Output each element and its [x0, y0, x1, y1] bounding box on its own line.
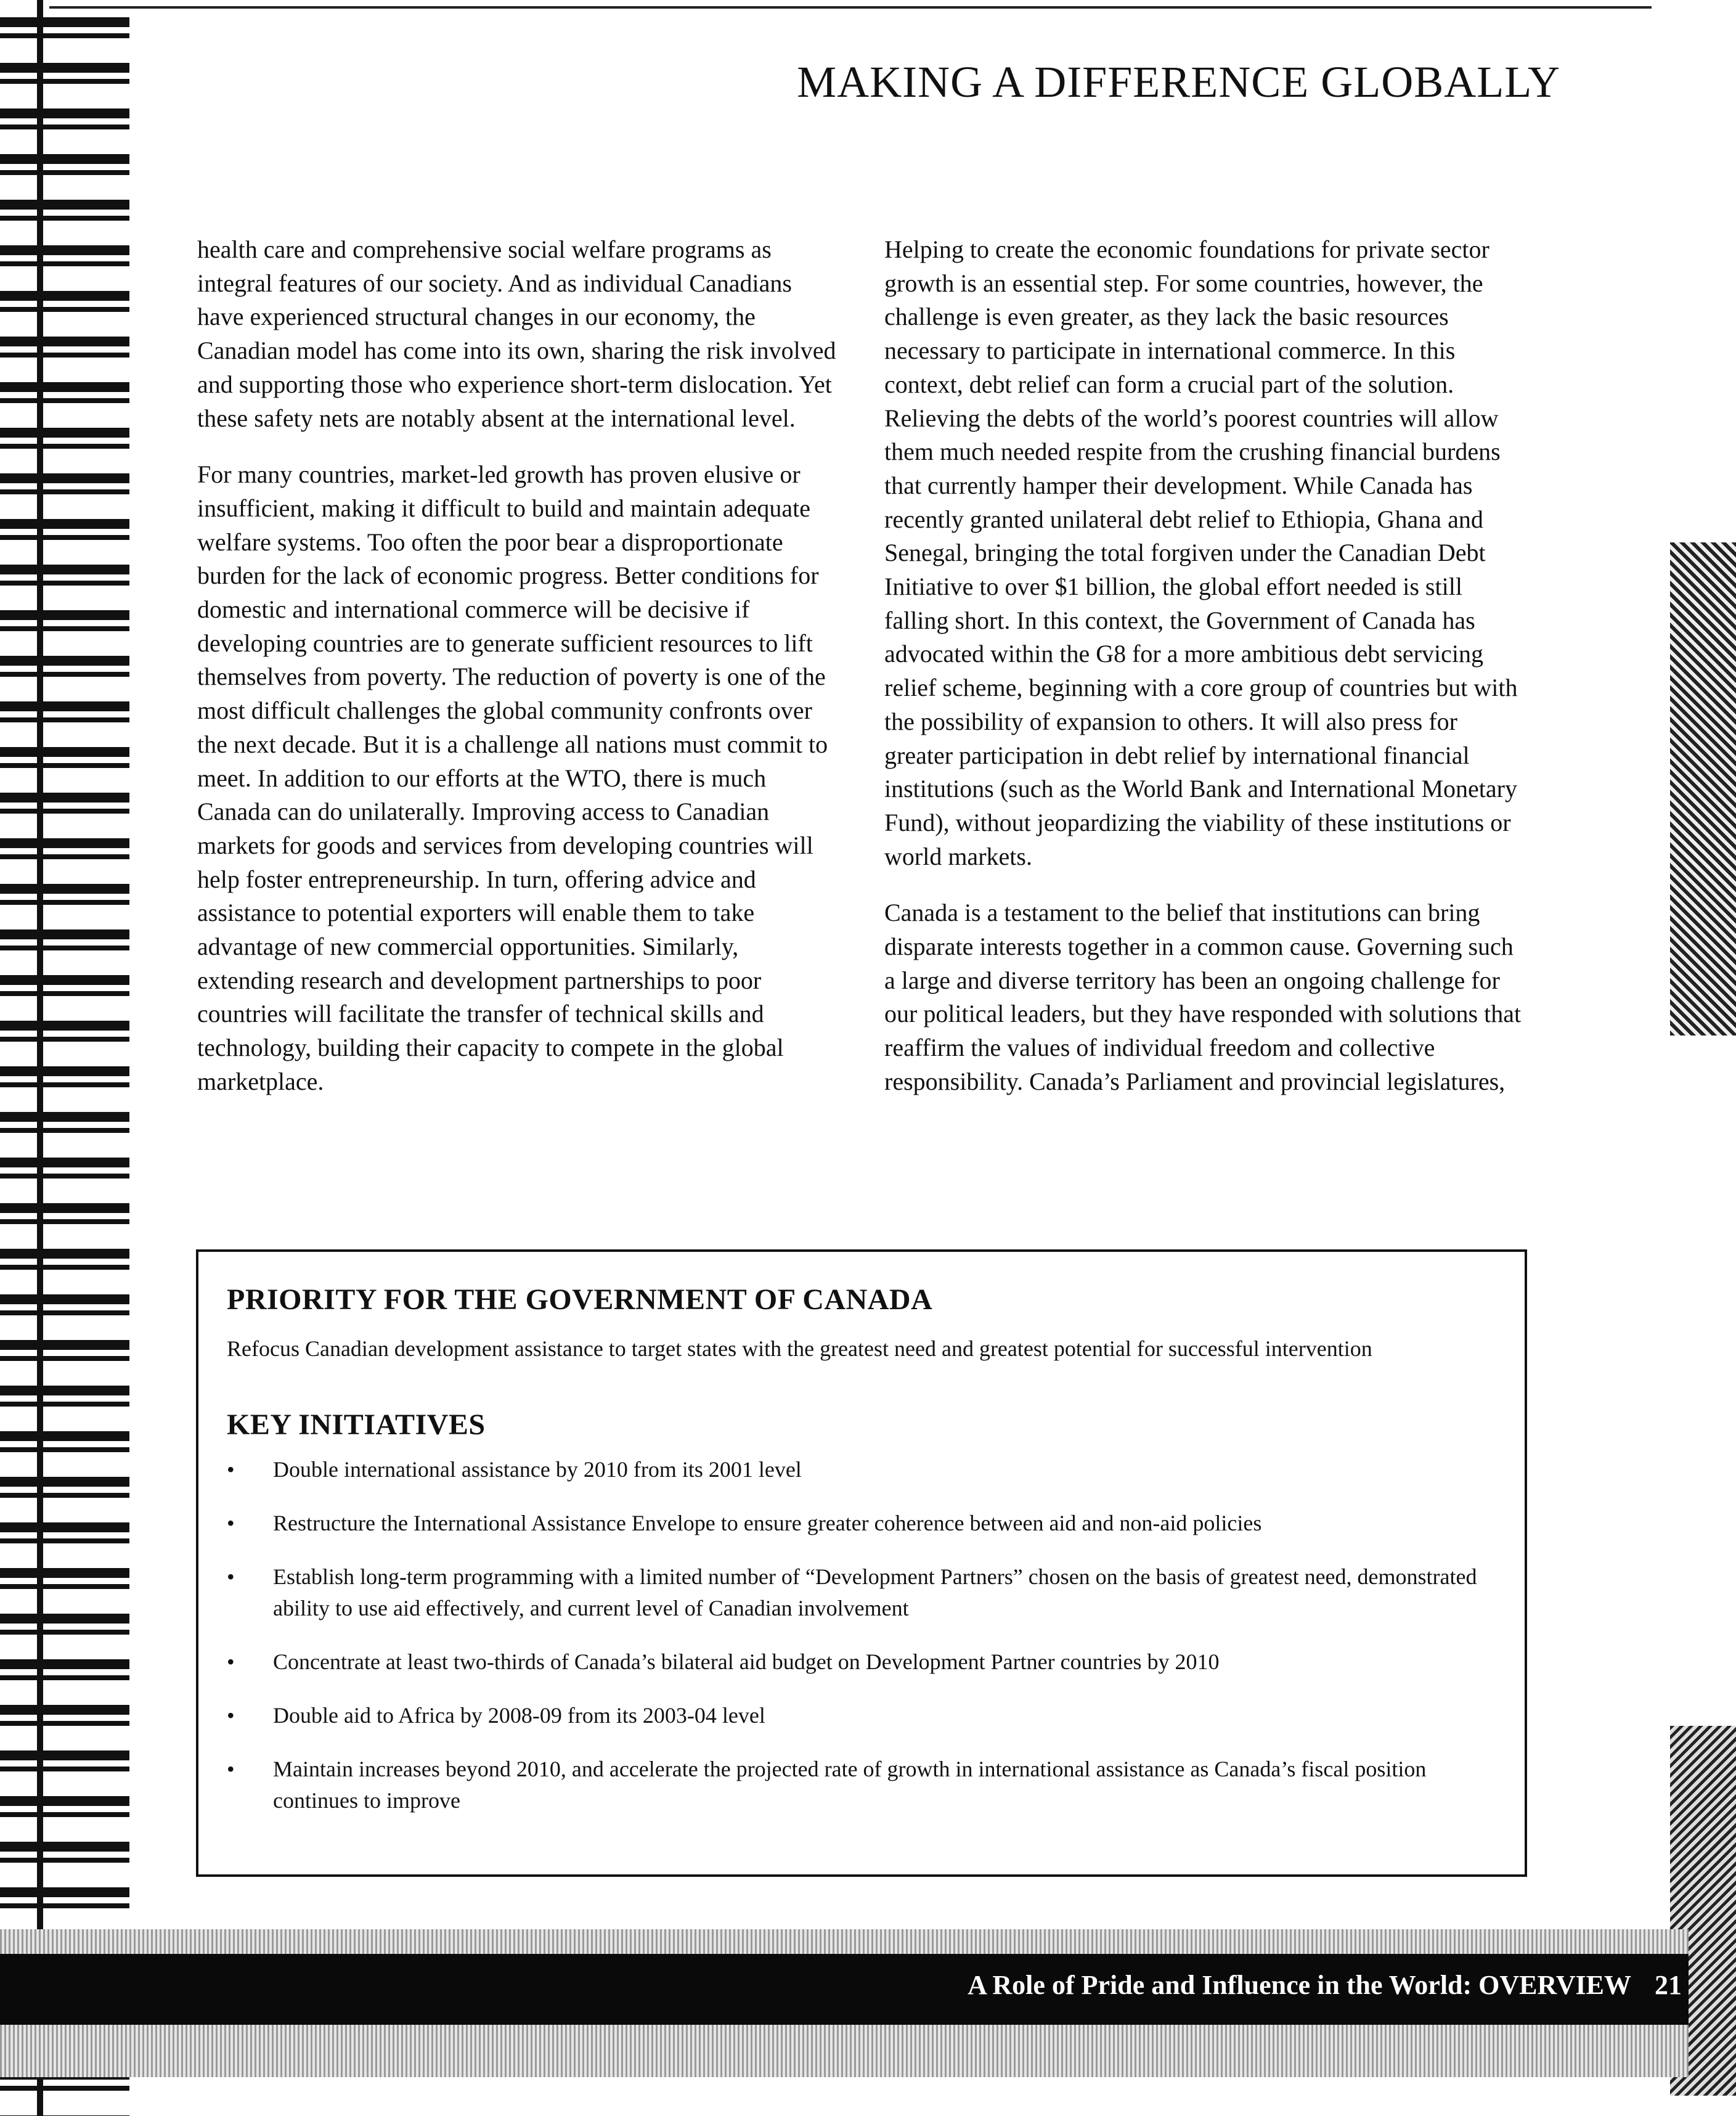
binding-rail [37, 0, 43, 2116]
page-title: MAKING A DIFFERENCE GLOBALLY [797, 57, 1560, 107]
list-item [227, 1700, 1496, 1731]
list-item [227, 1646, 1496, 1678]
initiative-text: Establish long-term programming with a limited number of “Development Partners” chosen on the basis of greatest need, demonstrated ability to use aid effectively, and current level of Canadian involvement [273, 1564, 1477, 1620]
priority-text: Refocus Canadian development assistance to target states with the greatest need and greatest potential for successful intervention [227, 1336, 1372, 1361]
bullet-icon: • [227, 1564, 235, 1589]
page-edge-texture [1670, 542, 1736, 1036]
key-initiatives-heading: KEY INITIATIVES [227, 1408, 486, 1441]
list-item [227, 1754, 1496, 1816]
left-column [197, 233, 838, 1122]
bullet-icon: • [227, 1457, 235, 1482]
top-rule [49, 6, 1652, 9]
initiative-text: Restructure the International Assistance Envelope to ensure greater coherence between aid and non-aid policies [273, 1511, 1262, 1535]
initiative-text: Double aid to Africa by 2008-09 from its 2003-04 level [273, 1703, 765, 1728]
list-item [227, 1454, 1496, 1485]
initiatives-list [227, 1454, 1496, 1816]
bullet-icon: • [227, 1757, 235, 1781]
initiative-text: Concentrate at least two-thirds of Canada’s bilateral aid budget on Development Partner countries by 2010 [273, 1649, 1220, 1674]
list-item [227, 1561, 1496, 1624]
initiative-text: Maintain increases beyond 2010, and accelerate the projected rate of growth in international assistance as Canada’s fiscal position continues to improve [273, 1757, 1427, 1813]
body-paragraph: Canada is a testament to the belief that institutions can bring disparate interests together in a common cause. Governing such a large and diverse territory has been an ongoing challenge for our political leaders, but they have responded with solutions that reaffirm the values of individual freedom and collective responsibility. Canada’s Parliament and provincial legislatures, [884, 899, 1522, 1095]
footer-title: A Role of Pride and Influence in the World: OVERVIEW [968, 1970, 1631, 2000]
spiral-binding [0, 0, 129, 2116]
list-item [227, 1508, 1496, 1539]
bullet-icon: • [227, 1703, 235, 1728]
body-paragraph: Helping to create the economic foundations for private sector growth is an essential step. For some countries, however, the challenge is even greater, as they lack the basic resources necessary to participate in international commerce. In this context, debt relief can form a crucial part of the solution. Relieving the debts of the world’s poorest countries will allow them much needed respite from the crushing financial burdens that currently hamper their development. While Canada has recently granted unilateral debt relief to Ethiopia, Ghana and Senegal, bringing the total forgiven under the Canadian Debt Initiative to over $1 billion, the global effort needed is still falling short. In this context, the Government of Canada has advocated within the G8 for a more ambitious debt servicing relief scheme, beginning with a core group of countries but with the possibility of expansion to others. It will also press for greater participation in debt relief by international financial institutions (such as the World Bank and International Monetary Fund), without jeopardizing the viability of these institutions or world markets. [884, 235, 1518, 870]
page-number: 21 [1655, 1970, 1682, 2000]
bullet-icon: • [227, 1511, 235, 1535]
priority-box [196, 1249, 1527, 1877]
priority-heading: PRIORITY FOR THE GOVERNMENT OF CANADA [227, 1283, 933, 1316]
body-paragraph: health care and comprehensive social welfare programs as integral features of our society. And as individual Canadians have experienced structural changes in our economy, the Canadian model has come into its own, sharing the risk involved and supporting those who experience short-term dislocation. Yet these safety nets are notably absent at the international level. [197, 235, 836, 432]
body-paragraph: For many countries, market-led growth has proven elusive or insufficient, making it difficult to build and maintain adequate welfare systems. Too often the poor bear a disproportionate burden for the lack of economic progress. Better conditions for domestic and international commerce will be decisive if developing countries are to generate sufficient resources to lift themselves from poverty. The reduction of poverty is one of the most difficult challenges the global community confronts over the next decade. But it is a challenge all nations must commit to meet. In addition to our efforts at the WTO, there is much Canada can do unilaterally. Improving access to Canadian markets for goods and services from developing countries will help foster entrepreneurship. In turn, offering advice and assistance to potential exporters will enable them to take advantage of new commercial opportunities. Similarly, extending research and development partnerships to poor countries will facilitate the transfer of technical skills and technology, building their capacity to compete in the global marketplace. [197, 460, 828, 1095]
right-column [884, 233, 1528, 1122]
bullet-icon: • [227, 1649, 235, 1674]
initiative-text: Double international assistance by 2010 from its 2001 level [273, 1457, 802, 1482]
